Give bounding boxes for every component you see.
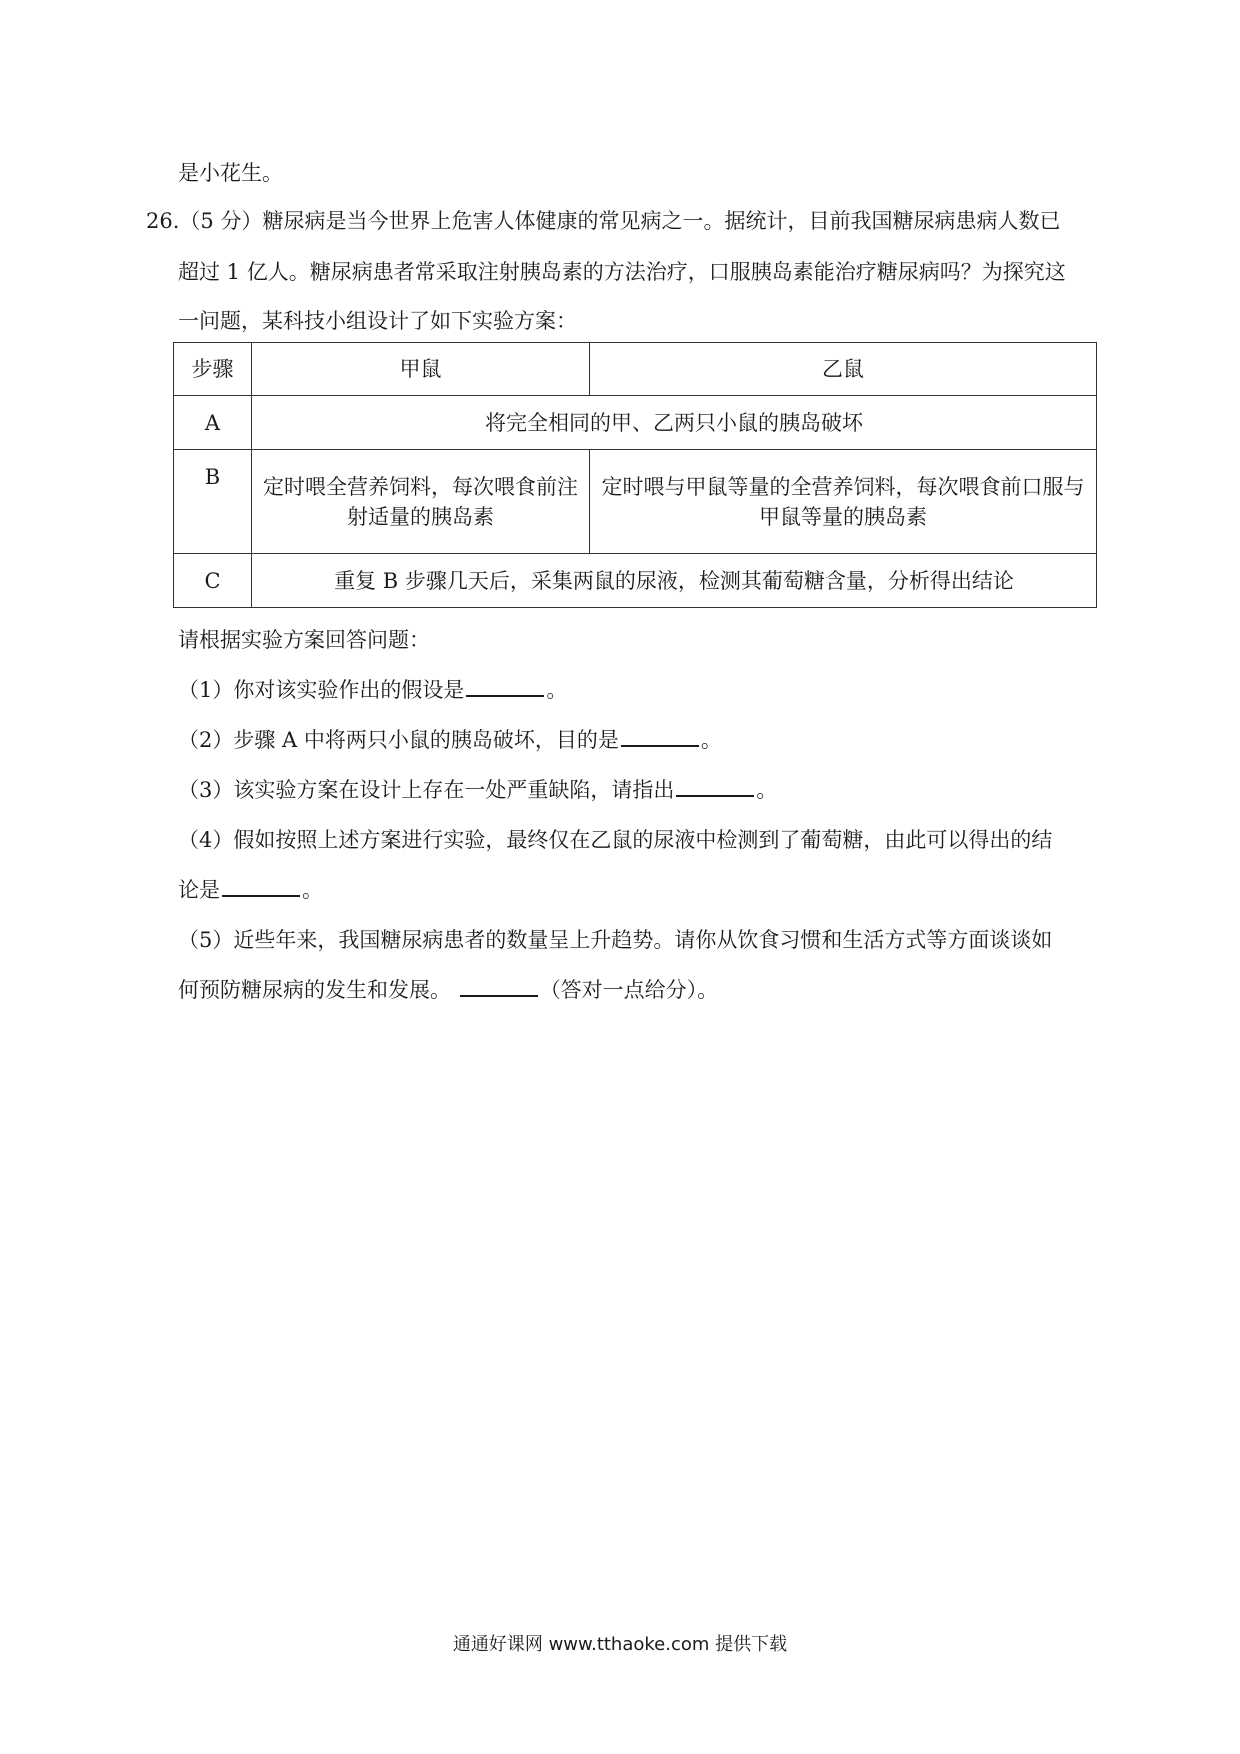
sub-question-2-end: 。: [700, 728, 722, 752]
sub-question-5-text-2: 何预防糖尿病的发生和发展。: [178, 978, 451, 1002]
row-c-content: 重复 B 步骤几天后，采集两鼠的尿液，检测其葡萄糖含量，分析得出结论: [252, 554, 1097, 608]
question-text-3: 一问题，某科技小组设计了如下实验方案：: [178, 309, 577, 333]
sub-question-5-line-1: [178, 925, 1052, 955]
page-footer: [0, 1630, 1240, 1656]
sub-question-5-text-1: （5）近些年来，我国糖尿病患者的数量呈上升趋势。请你从饮食习惯和生活方式等方面谈谈如: [178, 928, 1053, 952]
prompt-line: [178, 625, 430, 655]
footer-text: 通通好课网 www.tthaoke.com 提供下载: [452, 1634, 788, 1655]
row-b-step: B: [174, 450, 252, 554]
prompt-text: 请根据实验方案回答问题：: [178, 628, 430, 652]
header-jia: 甲鼠: [252, 343, 590, 396]
sub-question-5-end: （答对一点给分）。: [539, 978, 719, 1002]
sub-question-2-text: （2）步骤 A 中将两只小鼠的胰岛破坏，目的是: [178, 728, 619, 752]
sub-question-4-text-1: （4）假如按照上述方案进行实验，最终仅在乙鼠的尿液中检测到了葡萄糖，由此可以得出的结: [178, 828, 1053, 852]
table-row-a: [174, 396, 1097, 450]
table-row-b: [174, 450, 1097, 554]
sub-question-1-end: 。: [546, 678, 568, 702]
question-text-2: 超过 1 亿人。糖尿病患者常采取注射胰岛素的方法治疗，口服胰岛素能治疗糖尿病吗？为探究这: [178, 260, 1066, 284]
row-b-jia-line-1: 定时喂全营养饲料，每次喂食前注: [263, 474, 578, 499]
row-b-yi: [590, 450, 1097, 554]
sub-question-4-end: 。: [302, 878, 323, 902]
intro-tail-text: 是小花生。: [178, 161, 283, 185]
header-step: 步骤: [174, 343, 252, 396]
header-yi: 乙鼠: [590, 343, 1097, 396]
sub-question-3-end: 。: [756, 778, 778, 802]
sub-question-3: [178, 775, 777, 805]
row-a-step: A: [174, 396, 252, 450]
sub-question-3-text: （3）该实验方案在设计上存在一处严重缺陷，请指出: [178, 778, 675, 802]
answer-blank-3[interactable]: [676, 775, 754, 797]
answer-blank-5[interactable]: [460, 975, 538, 997]
sub-question-2: [178, 725, 722, 755]
row-a-content: 将完全相同的甲、乙两只小鼠的胰岛破坏: [252, 396, 1097, 450]
answer-blank-2[interactable]: [621, 725, 699, 747]
answer-blank-4[interactable]: [222, 875, 300, 897]
sub-question-4-line-1: [178, 825, 1052, 855]
answer-blank-1[interactable]: [466, 675, 544, 697]
experiment-table: [173, 342, 1097, 608]
intro-tail: [178, 158, 283, 188]
question-line-1: [146, 206, 1060, 236]
question-number: 26.: [146, 209, 180, 233]
sub-question-5-line-2: [178, 975, 718, 1005]
sub-question-4-text-2: 论是: [178, 878, 220, 902]
sub-question-1-text: （1）你对该实验作出的假设是: [178, 678, 465, 702]
row-c-step: C: [174, 554, 252, 608]
sub-question-1: [178, 675, 567, 705]
question-line-2: [178, 257, 1066, 287]
row-b-yi-line-2: 甲鼠等量的胰岛素: [759, 504, 927, 529]
row-b-jia: [252, 450, 590, 554]
row-b-jia-line-2: 射适量的胰岛素: [347, 504, 494, 529]
sub-question-4-line-2: [178, 875, 323, 905]
row-b-yi-line-1: 定时喂与甲鼠等量的全营养饲料，每次喂食前口服与: [601, 474, 1085, 499]
table-header-row: [174, 343, 1097, 396]
table-row-c: [174, 554, 1097, 608]
question-line-3: [178, 306, 577, 336]
question-text-1: （5 分）糖尿病是当今世界上危害人体健康的常见病之一。据统计，目前我国糖尿病患病人数已: [179, 209, 1061, 233]
